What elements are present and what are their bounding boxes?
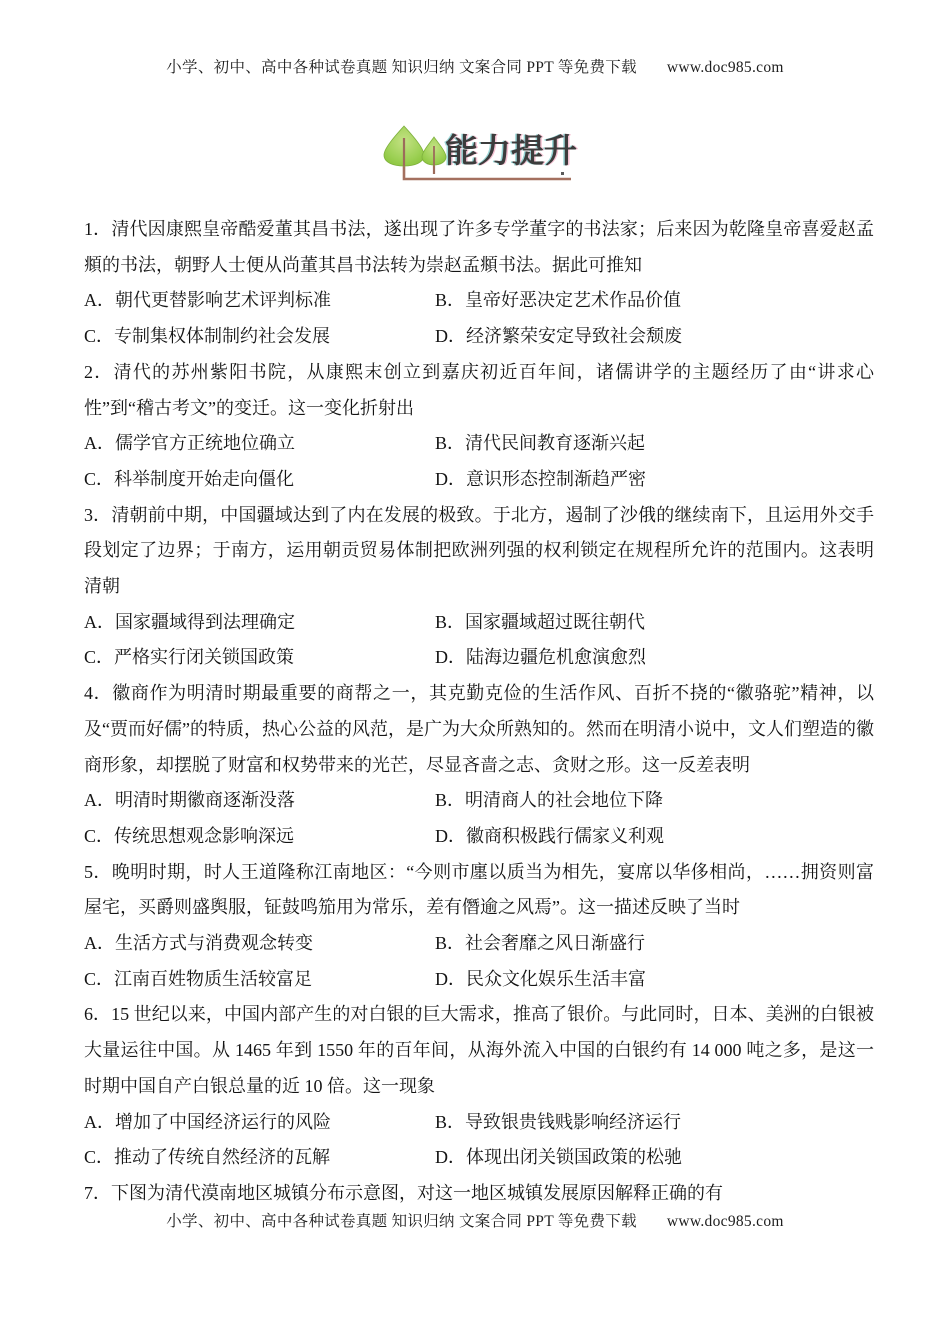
option-text: 增加了中国经济运行的风险	[115, 1111, 331, 1132]
option-d	[435, 640, 646, 676]
question-number: 7．	[84, 1182, 111, 1203]
option-a	[84, 605, 435, 641]
option-text: 民众文化娱乐生活丰富	[466, 968, 646, 989]
header-note-text: 小学、初中、高中各种试卷真题 知识归纳 文案合同 PPT 等免费下载	[166, 59, 637, 76]
option-label: B．	[435, 611, 466, 632]
option-text: 明清商人的社会地位下降	[465, 790, 664, 811]
footer-note	[0, 1209, 950, 1231]
option-text: 意识形态控制渐趋严密	[466, 468, 646, 489]
option-a	[84, 283, 435, 319]
option-label: D．	[435, 968, 466, 989]
question-3-stem	[84, 498, 874, 605]
option-label: C．	[84, 326, 115, 347]
question-text: 清代的苏州紫阳书院，从康熙末创立到嘉庆初近百年间，诸儒讲学的主题经历了由“讲求心性”到“稽古考文”的变迁。这一变化折射出	[84, 361, 874, 418]
option-d	[435, 819, 664, 855]
option-label: C．	[84, 468, 115, 489]
option-c	[84, 962, 435, 998]
question-number: 1．	[84, 219, 112, 239]
question-6-options-row-2	[84, 1140, 874, 1176]
questions-area	[84, 212, 874, 1212]
option-label: B．	[435, 433, 466, 454]
option-text: 国家疆域超过既往朝代	[465, 611, 646, 632]
question-3-options-row-2	[84, 640, 874, 676]
question-number: 6．	[84, 1004, 112, 1025]
option-d	[435, 462, 646, 498]
question-5-options-row-2	[84, 962, 874, 998]
option-text: 朝代更替影响艺术评判标准	[115, 290, 331, 311]
option-text: 皇帝好恶决定艺术作品价值	[465, 290, 682, 311]
option-label: A．	[84, 433, 115, 454]
question-6-options-row-1	[84, 1105, 874, 1141]
option-label: C．	[84, 647, 115, 668]
option-text: 清代民间教育逐渐兴起	[465, 433, 646, 454]
option-label: D．	[435, 647, 466, 668]
option-text: 体现出闭关锁国政策的松驰	[466, 1147, 682, 1168]
question-5-stem	[84, 855, 874, 926]
option-c	[84, 1140, 435, 1176]
question-text: 下图为清代漠南地区城镇分布示意图，对这一地区城镇发展原因解释正确的有	[111, 1182, 723, 1203]
option-label: D．	[435, 468, 466, 489]
option-label: A．	[84, 933, 115, 954]
option-a	[84, 426, 435, 462]
question-6-stem	[84, 997, 874, 1104]
option-label: B．	[435, 290, 466, 311]
option-a	[84, 783, 435, 819]
option-c	[84, 319, 435, 355]
option-a	[84, 1105, 435, 1141]
option-label: D．	[435, 825, 466, 846]
option-label: A．	[84, 611, 115, 632]
question-1-options-row-2	[84, 319, 874, 355]
question-2-stem	[84, 355, 874, 426]
option-label: B．	[435, 1111, 466, 1132]
option-text: 生活方式与消费观念转变	[115, 933, 313, 954]
option-label: C．	[84, 1147, 115, 1168]
option-text: 经济繁荣安定导致社会颓废	[466, 326, 682, 347]
option-text: 推动了传统自然经济的瓦解	[114, 1147, 331, 1168]
banner-title: 能力提升	[445, 132, 577, 169]
option-c	[84, 819, 435, 855]
option-text: 明清时期徽商逐渐没落	[115, 790, 295, 811]
option-b	[435, 926, 645, 962]
option-label: B．	[435, 933, 466, 954]
option-label: C．	[84, 825, 115, 846]
option-text: 科举制度开始走向僵化	[114, 468, 295, 489]
option-b	[435, 605, 645, 641]
question-3-options-row-1	[84, 605, 874, 641]
option-label: D．	[435, 326, 466, 347]
question-1-stem	[84, 212, 874, 283]
header-note	[0, 55, 950, 77]
option-text: 儒学官方正统地位确立	[115, 433, 295, 454]
question-text: 徽商作为明清时期最重要的商帮之一，其克勤克俭的生活作风、百折不挠的“徽骆驼”精神，以及“贾而好儒”的特质，热心公益的风范，是广为大众所熟知的。然而在明清小说中，文人们塑造的徽商形象，却摆脱了财富和权势带来的光芒，尽显吝啬之志、贪财之形。这一反差表明	[84, 683, 874, 775]
option-label: A．	[84, 1111, 115, 1132]
banner-dot	[561, 172, 564, 175]
option-text: 导致银贵钱贱影响经济运行	[465, 1111, 682, 1132]
option-b	[435, 1105, 681, 1141]
question-4-options-row-1	[84, 783, 874, 819]
section-banner	[381, 124, 581, 190]
option-text: 社会奢靡之风日渐盛行	[465, 933, 646, 954]
question-number: 2．	[84, 361, 114, 382]
option-label: A．	[84, 790, 115, 811]
option-c	[84, 640, 435, 676]
option-text: 陆海边疆危机愈演愈烈	[466, 647, 646, 668]
header-site-url: www.doc985.com	[666, 59, 784, 76]
question-2-options-row-1	[84, 426, 874, 462]
question-4-stem	[84, 676, 874, 783]
option-d	[435, 1140, 682, 1176]
option-text: 江南百姓物质生活较富足	[114, 968, 313, 989]
option-text: 专制集权体制制约社会发展	[114, 326, 331, 347]
question-text: 清朝前中期，中国疆域达到了内在发展的极致。于北方，遏制了沙俄的继续南下，且运用外交手段划定了边界；于南方，运用朝贡贸易体制把欧洲列强的权利锁定在规程所允许的范围内。这表明清朝	[84, 504, 874, 597]
question-text: 清代因康熙皇帝酷爱董其昌书法，遂出现了许多专学董字的书法家；后来因为乾隆皇帝喜爱赵孟頫的书法，朝野人士便从尚董其昌书法转为崇赵孟頫书法。据此可推知	[84, 219, 874, 275]
option-label: A．	[84, 290, 115, 311]
footer-note-text: 小学、初中、高中各种试卷真题 知识归纳 文案合同 PPT 等免费下载	[166, 1213, 637, 1230]
option-a	[84, 926, 435, 962]
option-d	[435, 962, 646, 998]
option-b	[435, 426, 645, 462]
option-b	[435, 783, 663, 819]
option-text: 严格实行闭关锁国政策	[114, 647, 295, 668]
option-label: D．	[435, 1147, 466, 1168]
question-5-options-row-1	[84, 926, 874, 962]
option-b	[435, 283, 681, 319]
footer-site-url: www.doc985.com	[666, 1213, 784, 1230]
option-text: 国家疆域得到法理确定	[115, 611, 295, 632]
option-text: 徽商积极践行儒家义利观	[466, 825, 664, 846]
question-number: 3．	[84, 504, 112, 525]
question-1-options-row-1	[84, 283, 874, 319]
option-label: B．	[435, 790, 466, 811]
question-text: 15 世纪以来，中国内部产生的对白银的巨大需求，推高了银价。与此同时，日本、美洲的白银被大量运往中国。从 1465 年到 1550 年的百年间，从海外流入中国的白银约有 14 000 吨之多，是这一时期中国自产白银总量的近 10 倍。这一现象	[84, 1004, 875, 1096]
question-4-options-row-2	[84, 819, 874, 855]
question-7-stem	[84, 1176, 874, 1212]
question-text: 晚明时期，时人王道隆称江南地区：“今则市廛以质当为相先，宴席以华侈相尚，……拥资则富屋宅，买爵则盛舆服，钲鼓鸣笳用为常乐，差有僭逾之风焉”。这一描述反映了当时	[84, 861, 874, 918]
question-2-options-row-2	[84, 462, 874, 498]
option-d	[435, 319, 682, 355]
option-label: C．	[84, 968, 115, 989]
question-number: 5．	[84, 861, 112, 882]
option-c	[84, 462, 435, 498]
option-text: 传统思想观念影响深远	[114, 825, 295, 846]
question-number: 4．	[84, 683, 113, 704]
